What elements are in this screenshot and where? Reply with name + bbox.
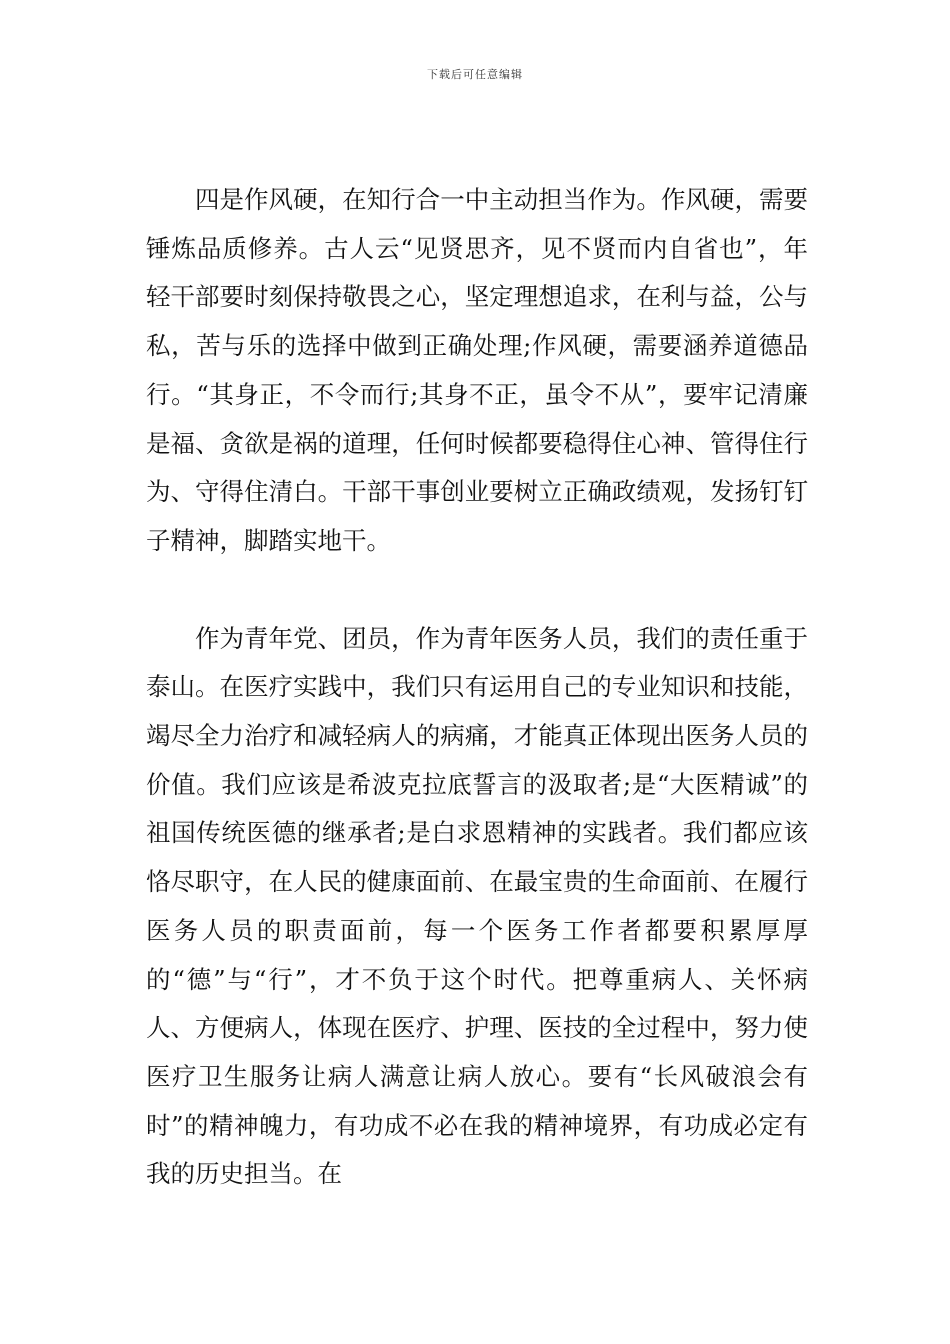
paragraph-2: 作为青年党、团员，作为青年医务人员，我们的责任重于泰山。在医疗实践中，我们只有运用自己的专业知识和技能，竭尽全力治疗和减轻病人的病痛，才能真正体现出医务人员的价值。我们应该是希波克拉底誓言的汲取者;是“大医精诚”的祖国传统医德的继承者;是白求恩精神的实践者。我们都应该恪尽职守，在人民的健康面前、在最宝贵的生命面前、在履行医务人员的职责面前，每一个医务工作者都要积累厚厚的“德”与“行”，才不负于这个时代。把尊重病人、关怀病人、方便病人，体现在医疗、护理、医技的全过程中，努力使医疗卫生服务让病人满意让病人放心。要有“长风破浪会有时”的精神魄力，有功成不必在我的精神境界，有功成必定有我的历史担当。在: [146, 623, 808, 1189]
page-header: 下载后可任意编辑: [427, 68, 523, 81]
document-body: [146, 176, 808, 1199]
paragraph-1: 四是作风硬，在知行合一中主动担当作为。作风硬，需要锤炼品质修养。古人云“见贤思齐，见不贤而内自省也”，年轻干部要时刻保持敬畏之心，坚定理想追求，在利与益，公与私，苦与乐的选择中做到正确处理;作风硬，需要涵养道德品行。“其身正，不令而行;其身不正，虽令不从”，要牢记清廉是福、贪欲是祸的道理，任何时候都要稳得住心神、管得住行为、守得住清白。干部干事创业要树立正确政绩观，发扬钉钉子精神，脚踏实地干。: [146, 185, 808, 555]
